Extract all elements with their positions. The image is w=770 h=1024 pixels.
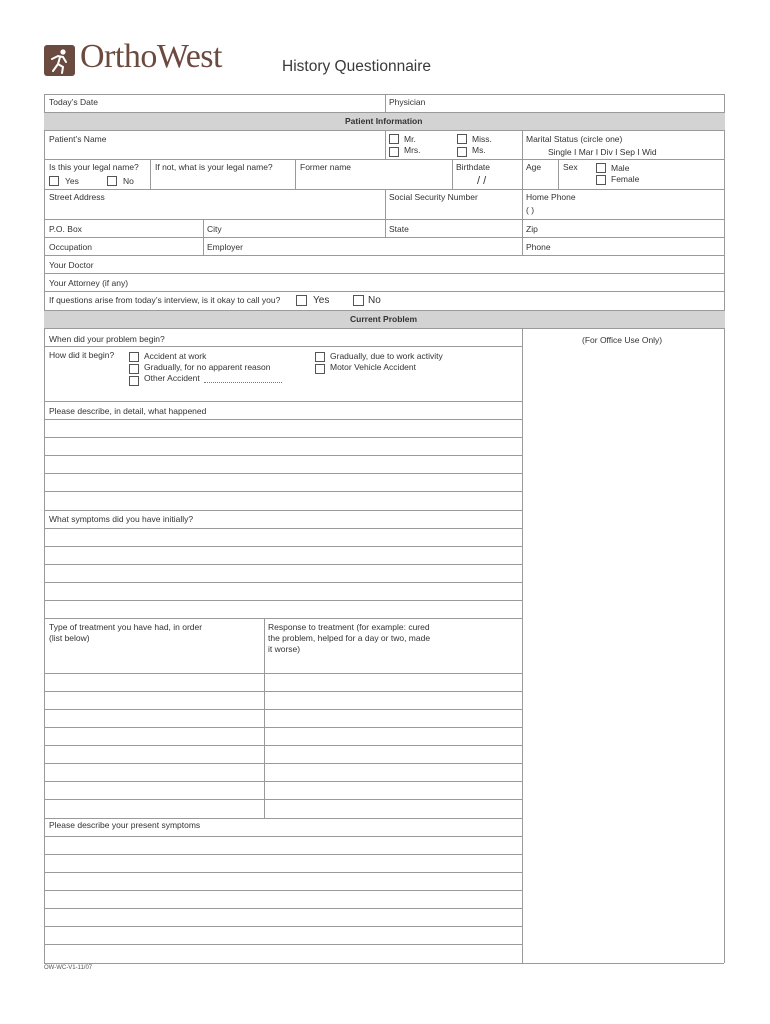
birthdate-slashes: / / — [477, 175, 487, 187]
treatment-response-line3: it worse) — [268, 644, 301, 654]
gradually-no-reason-label: Gradually, for no apparent reason — [144, 362, 271, 372]
legal-name-no-label: No — [123, 176, 134, 186]
call-no-label: No — [368, 295, 381, 306]
call-yes-label: Yes — [313, 295, 330, 306]
page-title: History Questionnaire — [282, 58, 432, 75]
legal-name-field[interactable]: If not, what is your legal name? — [155, 162, 273, 172]
ms-label: Ms. — [472, 145, 486, 155]
former-name-field[interactable]: Former name — [300, 162, 352, 172]
ssn-field[interactable]: Social Security Number — [389, 192, 478, 202]
phone-field[interactable]: Phone — [526, 242, 551, 252]
sex-label: Sex — [563, 162, 578, 172]
todays-date-field[interactable]: Today’s Date — [49, 97, 98, 107]
patient-info-title: Patient Information — [345, 116, 423, 126]
miss-label: Miss. — [472, 134, 492, 144]
zip-field[interactable]: Zip — [526, 224, 538, 234]
logo-icon — [44, 45, 75, 76]
your-doctor-field[interactable]: Your Doctor — [49, 260, 94, 270]
call-yes-checkbox[interactable] — [296, 295, 307, 306]
marital-status-options[interactable]: Single I Mar I Div I Sep I Wid — [548, 147, 657, 157]
employer-field[interactable]: Employer — [207, 242, 243, 252]
legal-name-yes-checkbox[interactable] — [49, 176, 59, 186]
home-phone-area-code: ( ) — [526, 205, 535, 215]
female-checkbox[interactable] — [596, 175, 606, 185]
other-accident-line[interactable] — [204, 382, 282, 383]
home-phone-field[interactable]: Home Phone — [526, 192, 576, 202]
gradually-work-checkbox[interactable] — [315, 352, 325, 362]
other-accident-checkbox[interactable] — [129, 376, 139, 386]
state-field[interactable]: State — [389, 224, 409, 234]
occupation-field[interactable]: Occupation — [49, 242, 92, 252]
form-code: OW-WC-V1-11/07 — [44, 965, 93, 971]
accident-at-work-label: Accident at work — [144, 351, 207, 361]
treatment-response-line1: Response to treatment (for example: cured — [268, 622, 430, 632]
miss-checkbox[interactable] — [457, 134, 467, 144]
mrs-checkbox[interactable] — [389, 147, 399, 157]
present-symptoms-label: Please describe your present symptoms — [49, 820, 201, 830]
patients-name-field[interactable]: Patient’s Name — [49, 134, 107, 144]
street-address-field[interactable]: Street Address — [49, 192, 105, 202]
mrs-label: Mrs. — [404, 145, 421, 155]
okay-to-call-question: If questions arise from today’s interview, is it okay to call you? — [49, 295, 281, 305]
mr-checkbox[interactable] — [389, 134, 399, 144]
physician-field[interactable]: Physician — [389, 97, 426, 107]
current-problem-title: Current Problem — [350, 314, 418, 324]
how-begin-label: How did it begin? — [49, 350, 115, 360]
marital-status-label: Marital Status (circle one) — [526, 134, 623, 144]
male-label: Male — [611, 163, 630, 173]
birthdate-field[interactable]: Birthdate — [456, 162, 491, 172]
logo-text: OrthoWest — [80, 38, 222, 75]
describe-detail-label: Please describe, in detail, what happened — [49, 406, 207, 416]
other-accident-label: Other Accident — [144, 373, 200, 383]
gradually-no-reason-checkbox[interactable] — [129, 364, 139, 374]
city-field[interactable]: City — [207, 224, 222, 234]
legal-name-yes-label: Yes — [65, 176, 79, 186]
male-checkbox[interactable] — [596, 163, 606, 173]
motor-vehicle-label: Motor Vehicle Accident — [330, 362, 416, 372]
treatment-type-line2: (list below) — [49, 633, 90, 643]
your-attorney-field[interactable]: Your Attorney (if any) — [49, 278, 129, 288]
treatment-response-line2: the problem, helped for a day or two, made — [268, 633, 431, 643]
motor-vehicle-checkbox[interactable] — [315, 364, 325, 374]
treatment-type-line1: Type of treatment you have had, in order — [49, 622, 203, 632]
legal-name-question: Is this your legal name? — [49, 162, 139, 172]
po-box-field[interactable]: P.O. Box — [49, 224, 82, 234]
female-label: Female — [611, 174, 640, 184]
gradually-work-label: Gradually, due to work activity — [330, 351, 443, 361]
ms-checkbox[interactable] — [457, 147, 467, 157]
call-no-checkbox[interactable] — [353, 295, 364, 306]
legal-name-no-checkbox[interactable] — [107, 176, 117, 186]
when-begin-field[interactable]: When did your problem begin? — [49, 334, 165, 344]
accident-at-work-checkbox[interactable] — [129, 352, 139, 362]
mr-label: Mr. — [404, 134, 416, 144]
office-use-label: (For Office Use Only) — [582, 335, 663, 345]
symptoms-initially-label: What symptoms did you have initially? — [49, 514, 194, 524]
age-field[interactable]: Age — [526, 162, 542, 172]
